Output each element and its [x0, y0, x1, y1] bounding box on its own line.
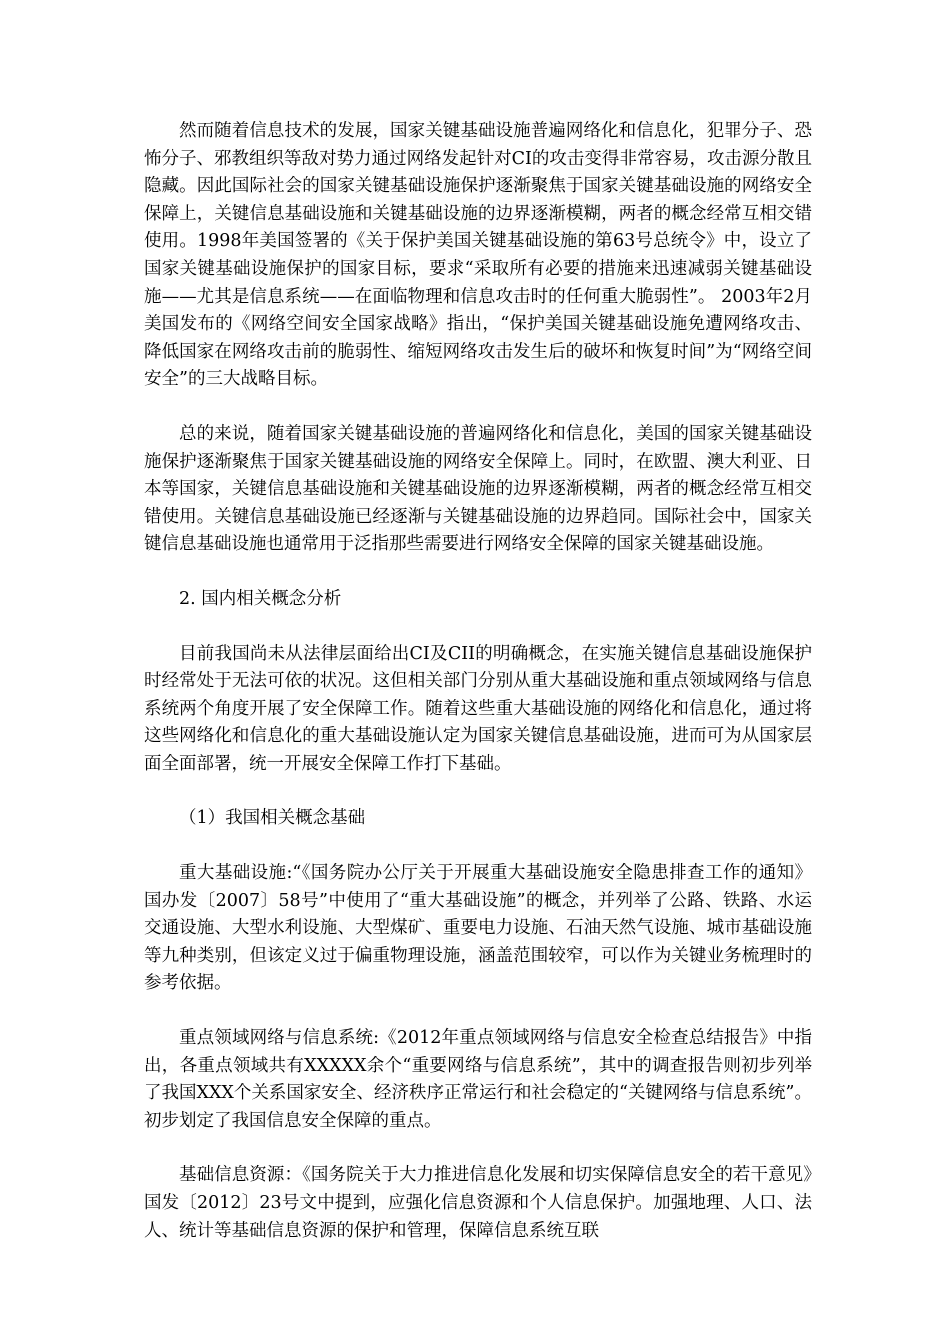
- paragraph-major-infrastructure: 重大基础设施:“《国务院办公厅关于开展重大基础设施安全隐患排查工作的通知》国办发〔2007〕58号”中使用了“重大基础设施”的概念，并列举了公路、铁路、水运交通设施、大型水利设施、大型煤矿、重要电力设施、石油天然气设施、城市基础设施等九种类别，但该定义过于偏重物理设施，涵盖范围较窄，可以作为关键业务梳理时的参考依据。: [144, 863, 812, 994]
- paragraph-summary: 总的来说，随着国家关键基础设施的普遍网络化和信息化，美国的国家关键基础设施保护逐渐聚焦于国家关键基础设施的网络安全保障上。同时，在欧盟、澳大利亚、日本等国家，关键信息基础设施和关键基础设施的边界逐渐模糊，两者的概念经常互相交错使用。关键信息基础设施已经逐渐与关键基础设施的边界趋同。国际社会中，国家关键信息基础设施也通常用于泛指那些需要进行网络安全保障的国家关键基础设施。: [144, 423, 812, 555]
- paragraph-basic-info-resources: 基础信息资源：《国务院关于大力推进信息化发展和切实保障信息安全的若干意见》国发〔2012〕23号文中提到，应强化信息资源和个人信息保护。加强地理、人口、法人、统计等基础信息资源的保护和管理，保障信息系统互联: [144, 1165, 812, 1241]
- paragraph-domestic-status: 目前我国尚未从法律层面给出CI及CII的明确概念，在实施关键信息基础设施保护时经常处于无法可依的状况。这但相关部门分别从重大基础设施和重点领域网络与信息系统两个角度开展了安全保障工作。随着这些重大基础设施的网络化和信息化，通过将这些网络化和信息化的重大基础设施认定为国家关键信息基础设施，进而可为从国家层面全面部署，统一开展安全保障工作打下基础。: [144, 643, 812, 774]
- document-body: [144, 118, 812, 1272]
- section-heading-domestic-concepts: 2. 国内相关概念分析: [179, 588, 342, 609]
- paragraph-cyber-security-evolution: 然而随着信息技术的发展，国家关键基础设施普遍网络化和信息化，犯罪分子、恐怖分子、邪教组织等敌对势力通过网络发起针对CI的攻击变得非常容易，攻击源分散且隐藏。因此国际社会的国家关键基础设施保护逐渐聚焦于国家关键基础设施的网络安全保障上，关键信息基础设施和关键基础设施的边界逐渐模糊，两者的概念经常互相交错使用。1998年美国签署的《关于保护美国关键基础设施的第63号总统令》中，设立了国家关键基础设施保护的国家目标，要求“采取所有必要的措施来迅速减弱关键基础设施——尤其是信息系统——在面临物理和信息攻击时的任何重大脆弱性”。 2003年2月美国发布的《网络空间安全国家战略》指出，“保护美国关键基础设施免遭网络攻击、降低国家在网络攻击前的脆弱性、缩短网络攻击发生后的破坏和恢复时间”为“网络空间安全”的三大战略目标。: [144, 121, 812, 390]
- subsection-heading-concept-basis: （1）我国相关概念基础: [179, 808, 366, 829]
- paragraph-key-networks: 重点领域网络与信息系统:《2012年重点领域网络与信息安全检查总结报告》中指出，各重点领域共有XXXXX余个“重要网络与信息系统”，其中的调查报告则初步列举了我国XXX个关系国家安全、经济秩序正常运行和社会稳定的“关键网络与信息系统”。初步划定了我国信息安全保障的重点。: [144, 1028, 812, 1131]
